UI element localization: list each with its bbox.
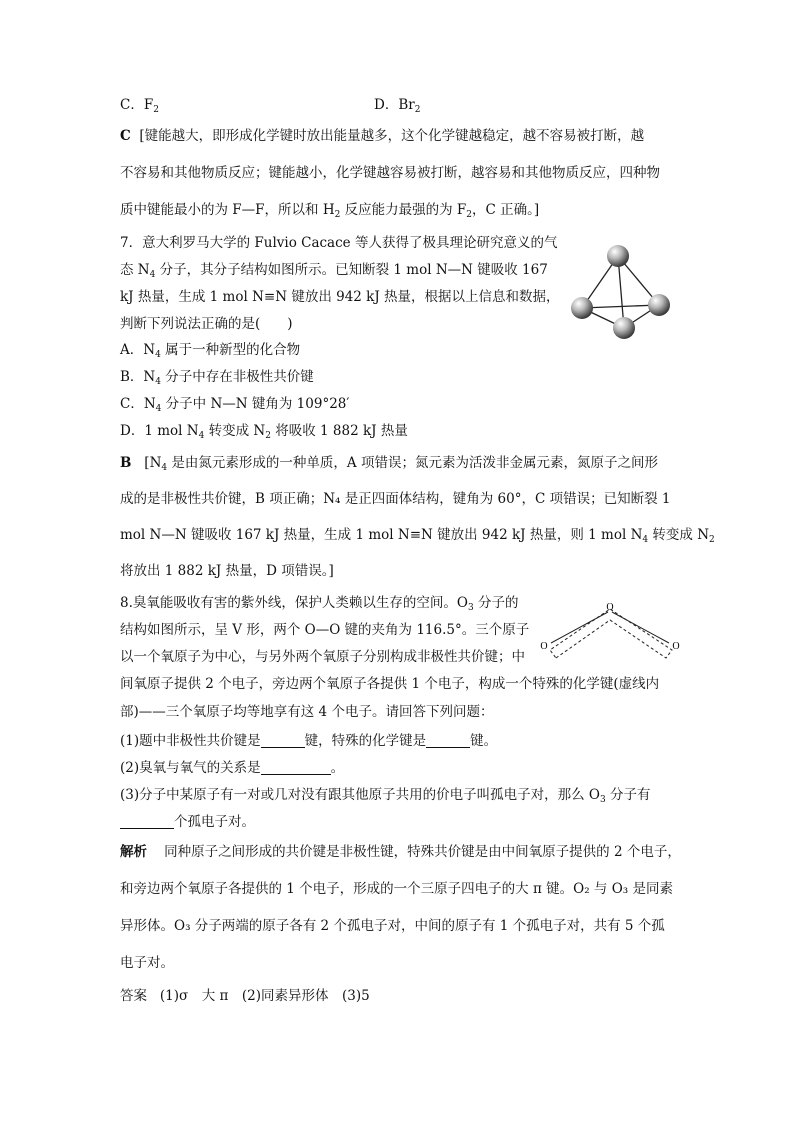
q8-analysis-line-2: 和旁边两个氧原子各提供的 1 个电子，形成的一个三原子四电子的大 π 键。O₂ 与 O₃ 是同素	[120, 881, 673, 897]
q8-answer: 答案 (1)σ 大 π (2)同素异形体 (3)5	[120, 988, 370, 1004]
q8-question-3: (3)分子中某原子有一对或几对没有跟其他原子共用的价电子叫孤电子对，那么 $O_3$ 分子有	[120, 787, 651, 805]
n-atom-right	[648, 294, 670, 316]
q7-explanation-line-1: B [$N_4$ 是由氮元素形成的一种单质，A 项错误；氮元素为活泼非金属元素，氮原子之间形	[120, 455, 658, 473]
n-atom-front	[613, 317, 635, 339]
o-atom-left-label: O	[540, 641, 548, 652]
q8-stem-line-3: 以一个氧原子为中心，与另外两个氧原子分别构成非极性共价键；中	[120, 649, 525, 665]
q8-stem-line-1: 8.臭氧能吸收有害的紫外线，保护人类赖以生存的空间。$O_3$ 分子的	[120, 595, 519, 613]
q7-option-b: B．$N_4$ 分子中存在非极性共价键	[120, 369, 314, 387]
q8-analysis-line-1: 解析 同种原子之间形成的共价键是非极性键，特殊共价键是由中间氧原子提供的 2 个电子，	[120, 844, 681, 860]
q7-explanation-line-2: 成的是非极性共价键，B 项正确；N₄ 是正四面体结构，键角为 60°，C 项错误；已知断裂 1	[120, 491, 671, 507]
q8-analysis-line-4: 电子对。	[120, 955, 174, 971]
q8-analysis-line-3: 异形体。O₃ 分子两端的原子各有 2 个孤电子对，中间的原子有 1 个孤电子对，共有 5 个孤	[120, 918, 665, 934]
q7-stem-line-4: 判断下列说法正确的是( )	[120, 316, 293, 332]
blank-1b[interactable]	[426, 733, 470, 748]
q7-stem-line-3: kJ 热量，生成 1 mol N≡N 键放出 942 kJ 热量，根据以上信息和数据，	[120, 289, 560, 305]
q8-question-2: (2)臭氧与氧气的关系是 。	[120, 760, 345, 776]
q6-explanation-line-1: C [键能越大，即形成化学键时放出能量越多，这个化学键越稳定，越不容易被打断，越	[120, 128, 645, 144]
q7-option-a: A．$N_4$ 属于一种新型的化合物	[120, 342, 301, 360]
q6-option-d: D．$Br_2$	[374, 97, 421, 115]
q6-option-c: C．$F_2$	[120, 97, 159, 115]
n4-tetrahedron-figure	[566, 238, 676, 348]
o3-v-shape-figure	[538, 598, 683, 670]
q7-stem-line-2: 态 $N_4$ 分子，其分子结构如图所示。已知断裂 1 mol N—N 键吸收 167	[120, 262, 548, 280]
q8-stem-line-4: 间氧原子提供 2 个电子，旁边两个氧原子各提供 1 个电子，构成一个特殊的化学键(虚线内	[120, 676, 660, 692]
q6-explanation-line-3: 质中键能最小的为 F—F，所以和 $H_2$ 反应能力最强的为 $F_2$，C 正确。]	[120, 202, 540, 220]
q7-option-c: C．$N_4$ 分子中 N—N 键角为 109°28′	[120, 396, 350, 414]
blank-2[interactable]	[261, 760, 331, 775]
q7-option-d: D．1 mol $N_4$ 转变成 $N_2$ 将吸收 1 882 kJ 热量	[120, 423, 408, 441]
q7-explanation-line-4: 将放出 1 882 kJ 热量，D 项错误。]	[120, 563, 334, 579]
q8-stem-line-2: 结构如图所示，呈 V 形，两个 O—O 键的夹角为 116.5°。三个原子	[120, 622, 530, 638]
q7-stem-line-1: 7．意大利罗马大学的 Fulvio Cacace 等人获得了极具理论研究意义的气	[120, 235, 558, 251]
o-atom-right-label: O	[672, 641, 680, 652]
o-atom-top-label: O	[606, 602, 614, 613]
q8-question-1: (1)题中非极性共价键是 键，特殊的化学键是 键。	[120, 733, 498, 749]
blank-3[interactable]	[120, 814, 174, 829]
blank-1a[interactable]	[261, 733, 305, 748]
q7-explanation-line-3: mol N—N 键吸收 167 kJ 热量，生成 1 mol N≡N 键放出 942 kJ 热量，则 1 mol $N_4$ 转变成 $N_2$	[120, 527, 715, 545]
n-atom-top	[607, 245, 629, 267]
q6-explanation-line-2: 不容易和其他物质反应；键能越小，化学键越容易被打断，越容易和其他物质反应，四种物	[120, 165, 660, 181]
q8-question-3-cont: 个孤电子对。	[120, 813, 255, 831]
n-atom-left	[571, 297, 593, 319]
q8-stem-line-5: 部)——三个氧原子均等地享有这 4 个电子。请回答下列问题：	[120, 704, 494, 720]
